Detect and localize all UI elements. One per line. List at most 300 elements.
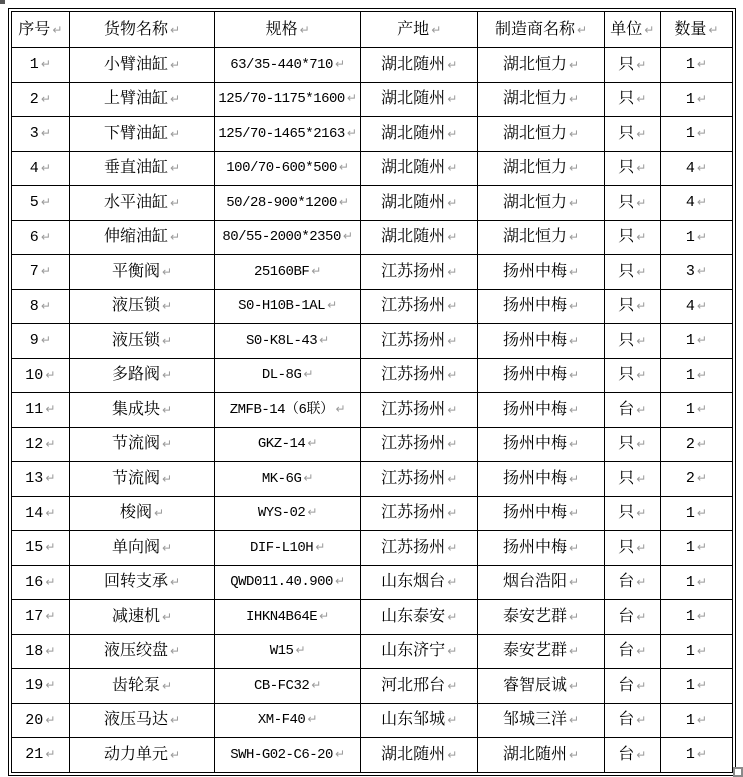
table-cell <box>69 117 215 152</box>
table-cell <box>12 427 70 462</box>
paragraph-mark-icon: ↵ <box>40 333 51 348</box>
paragraph-mark-icon: ↵ <box>569 195 580 210</box>
table-cell <box>660 600 732 635</box>
cell-text: 5 <box>29 194 39 212</box>
paragraph-mark-icon: ↵ <box>569 644 580 659</box>
paragraph-mark-icon: ↵ <box>319 332 330 347</box>
paragraph-mark-icon: ↵ <box>161 471 173 486</box>
column-header <box>604 12 660 48</box>
paragraph-mark-icon: ↵ <box>447 57 458 72</box>
paragraph-mark-icon: ↵ <box>696 609 707 624</box>
cell-text: 湖北恒力 <box>503 55 568 73</box>
paragraph-mark-icon: ↵ <box>569 368 580 383</box>
cell-text: 21 <box>25 746 44 764</box>
cell-text: 125/70-1465*2163 <box>218 125 345 142</box>
cell-text: 垂直油缸 <box>103 159 168 177</box>
paragraph-mark-icon: ↵ <box>636 333 647 348</box>
paragraph-mark-icon: ↵ <box>52 22 63 37</box>
table-cell <box>215 82 361 117</box>
cell-text: 4 <box>29 159 39 177</box>
paragraph-mark-icon: ↵ <box>169 92 181 107</box>
header-row <box>12 12 733 48</box>
paragraph-mark-icon: ↵ <box>696 471 707 486</box>
paragraph-mark-icon: ↵ <box>569 437 580 452</box>
paragraph-mark-icon: ↵ <box>40 195 51 210</box>
cell-text: 只 <box>618 159 635 177</box>
cell-text: 山东济宁 <box>381 642 446 660</box>
paragraph-mark-icon: ↵ <box>169 230 181 245</box>
table-cell <box>69 565 215 600</box>
table-cell <box>360 220 478 255</box>
paragraph-mark-icon: ↵ <box>569 299 580 314</box>
column-header <box>12 12 70 48</box>
cell-text: 江苏扬州 <box>381 366 446 384</box>
cell-text: 集成块 <box>111 400 160 418</box>
table-cell <box>604 703 660 738</box>
cell-text: W15 <box>269 643 294 660</box>
table-cell <box>660 531 732 566</box>
table-cell <box>12 117 70 152</box>
cell-text: MK-6G <box>261 470 302 487</box>
table-cell <box>360 324 478 359</box>
paragraph-mark-icon: ↵ <box>636 644 647 659</box>
paragraph-mark-icon: ↵ <box>342 229 353 244</box>
table-row <box>12 324 733 359</box>
paragraph-mark-icon: ↵ <box>636 540 647 555</box>
table-row <box>12 669 733 704</box>
cell-text: 邹城三洋 <box>503 711 568 729</box>
table-cell <box>360 186 478 221</box>
cell-text: 序号 <box>18 20 51 38</box>
table-cell <box>12 393 70 428</box>
table-cell <box>215 531 361 566</box>
paragraph-mark-icon: ↵ <box>636 92 647 107</box>
table-cell <box>215 358 361 393</box>
table-cell <box>478 738 604 773</box>
table-cell <box>478 393 604 428</box>
cell-text: 台 <box>618 400 635 418</box>
cell-text: 3 <box>685 263 695 281</box>
cell-text: 2 <box>29 90 39 108</box>
cell-text: 2 <box>685 435 695 453</box>
cell-text: 9 <box>29 332 39 350</box>
paragraph-mark-icon: ↵ <box>636 230 647 245</box>
table-cell <box>360 255 478 290</box>
table-cell <box>360 289 478 324</box>
cell-text: 3 <box>29 125 39 143</box>
cell-text: 只 <box>618 193 635 211</box>
table-cell <box>215 186 361 221</box>
table-cell <box>604 565 660 600</box>
table-row <box>12 600 733 635</box>
cell-text: S0-H10B-1AL <box>238 298 326 315</box>
cell-text: 湖北恒力 <box>503 159 568 177</box>
cell-text: 只 <box>618 297 635 315</box>
paragraph-mark-icon: ↵ <box>636 161 647 176</box>
cell-text: S0-K8L-43 <box>246 332 318 349</box>
cell-text: 台 <box>618 745 635 763</box>
paragraph-mark-icon: ↵ <box>636 609 647 624</box>
cell-text: 1 <box>685 125 695 143</box>
cell-text: 节流阀 <box>111 469 160 487</box>
paragraph-mark-icon: ↵ <box>447 92 458 107</box>
cell-text: 6 <box>29 228 39 246</box>
table-cell <box>215 255 361 290</box>
table-cell <box>12 186 70 221</box>
table-cell <box>660 427 732 462</box>
cell-text: 扬州中梅 <box>503 469 568 487</box>
column-header <box>660 12 732 48</box>
paragraph-mark-icon: ↵ <box>447 161 458 176</box>
table-cell <box>12 324 70 359</box>
table-cell <box>604 634 660 669</box>
cell-text: 台 <box>618 607 635 625</box>
paragraph-mark-icon: ↵ <box>696 298 707 313</box>
cell-text: 只 <box>618 366 635 384</box>
paragraph-mark-icon: ↵ <box>169 22 181 37</box>
table-cell <box>360 496 478 531</box>
cell-text: 1 <box>685 746 695 764</box>
paragraph-mark-icon: ↵ <box>569 264 580 279</box>
cell-text: 山东邹城 <box>381 711 446 729</box>
cell-text: 7 <box>29 263 39 281</box>
cell-text: 1 <box>685 90 695 108</box>
paragraph-mark-icon: ↵ <box>636 402 647 417</box>
table-cell <box>69 82 215 117</box>
cell-text: 规格 <box>265 20 298 38</box>
table-cell <box>604 669 660 704</box>
table-cell <box>604 358 660 393</box>
cell-text: 液压绞盘 <box>103 642 168 660</box>
paragraph-mark-icon: ↵ <box>161 437 173 452</box>
cell-text: 1 <box>685 573 695 591</box>
table-row <box>12 117 733 152</box>
table-cell <box>12 48 70 83</box>
paragraph-mark-icon: ↵ <box>161 678 173 693</box>
cell-text: 江苏扬州 <box>381 504 446 522</box>
cell-text: WYS-02 <box>257 505 306 522</box>
cell-text: 19 <box>25 677 44 695</box>
cell-text: 只 <box>618 228 635 246</box>
cell-text: 只 <box>618 55 635 73</box>
table-cell <box>604 496 660 531</box>
table-cell <box>360 600 478 635</box>
paragraph-mark-icon: ↵ <box>696 126 707 141</box>
table-cell <box>478 703 604 738</box>
table-row <box>12 462 733 497</box>
paragraph-mark-icon: ↵ <box>569 57 580 72</box>
table-cell <box>604 186 660 221</box>
table-resize-handle-icon[interactable] <box>733 767 743 777</box>
cell-text: 1 <box>685 228 695 246</box>
paragraph-mark-icon: ↵ <box>447 126 458 141</box>
table-cell <box>604 324 660 359</box>
table-cell <box>660 358 732 393</box>
table-cell <box>478 48 604 83</box>
table-cell <box>215 496 361 531</box>
cell-text: 1 <box>685 539 695 557</box>
table-cell <box>360 531 478 566</box>
cell-text: 泰安艺群 <box>503 642 568 660</box>
paragraph-mark-icon: ↵ <box>696 333 707 348</box>
table-cell <box>360 427 478 462</box>
paragraph-mark-icon: ↵ <box>447 264 458 279</box>
cell-text: 回转支承 <box>103 573 168 591</box>
table-cell <box>360 634 478 669</box>
table-cell <box>478 531 604 566</box>
cell-text: 1 <box>685 677 695 695</box>
table-cell <box>604 255 660 290</box>
table-cell <box>69 669 215 704</box>
table-cell <box>12 82 70 117</box>
table-move-handle-icon[interactable] <box>0 0 5 4</box>
paragraph-mark-icon: ↵ <box>45 712 56 727</box>
table-cell <box>12 462 70 497</box>
cell-text: 减速机 <box>111 607 160 625</box>
cell-text: 63/35-440*710 <box>230 56 333 73</box>
table-cell <box>12 496 70 531</box>
table-cell <box>478 565 604 600</box>
table-cell <box>12 634 70 669</box>
table-row <box>12 186 733 221</box>
paragraph-mark-icon: ↵ <box>161 299 173 314</box>
paragraph-mark-icon: ↵ <box>447 506 458 521</box>
table-cell <box>660 738 732 773</box>
cell-text: 睿智辰诚 <box>503 676 568 694</box>
paragraph-mark-icon: ↵ <box>40 160 51 175</box>
paragraph-mark-icon: ↵ <box>334 746 346 761</box>
paragraph-mark-icon: ↵ <box>311 263 322 278</box>
paragraph-mark-icon: ↵ <box>577 22 588 37</box>
table-cell <box>12 600 70 635</box>
table-cell <box>478 427 604 462</box>
table-cell <box>478 496 604 531</box>
table-cell <box>478 634 604 669</box>
table-row <box>12 220 733 255</box>
paragraph-mark-icon: ↵ <box>636 747 647 762</box>
table-cell <box>660 393 732 428</box>
cell-text: 河北邢台 <box>381 676 446 694</box>
cell-text: 只 <box>618 435 635 453</box>
paragraph-mark-icon: ↵ <box>45 402 56 417</box>
table-cell <box>604 738 660 773</box>
paragraph-mark-icon: ↵ <box>169 644 181 659</box>
table-row <box>12 496 733 531</box>
paragraph-mark-icon: ↵ <box>153 506 165 521</box>
table-cell <box>69 186 215 221</box>
cell-text: 80/55-2000*2350 <box>222 229 341 246</box>
table-cell <box>478 324 604 359</box>
paragraph-mark-icon: ↵ <box>696 57 707 72</box>
table-cell <box>69 531 215 566</box>
cell-text: 1 <box>685 332 695 350</box>
cell-text: 山东烟台 <box>381 573 446 591</box>
paragraph-mark-icon: ↵ <box>346 91 357 106</box>
cell-text: 多路阀 <box>111 366 160 384</box>
table-cell <box>604 393 660 428</box>
paragraph-mark-icon: ↵ <box>696 91 707 106</box>
cell-text: 1 <box>685 711 695 729</box>
table-cell <box>69 220 215 255</box>
paragraph-mark-icon: ↵ <box>40 126 51 141</box>
cell-text: 齿轮泵 <box>111 676 160 694</box>
cell-text: 江苏扬州 <box>381 469 446 487</box>
paragraph-mark-icon: ↵ <box>636 368 647 383</box>
paragraph-mark-icon: ↵ <box>334 56 346 71</box>
cell-text: 水平油缸 <box>103 193 168 211</box>
table-row <box>12 255 733 290</box>
paragraph-mark-icon: ↵ <box>319 608 330 623</box>
table-cell <box>478 255 604 290</box>
table-cell <box>660 48 732 83</box>
table-cell <box>360 565 478 600</box>
paragraph-mark-icon: ↵ <box>45 436 56 451</box>
table-cell <box>12 255 70 290</box>
table-cell <box>12 565 70 600</box>
cell-text: 17 <box>25 608 44 626</box>
paragraph-mark-icon: ↵ <box>696 747 707 762</box>
table-cell <box>360 117 478 152</box>
cell-text: 湖北随州 <box>381 55 446 73</box>
cell-text: 1 <box>685 504 695 522</box>
cell-text: 湖北随州 <box>381 124 446 142</box>
paragraph-mark-icon: ↵ <box>696 367 707 382</box>
cell-text: 烟台浩阳 <box>503 573 568 591</box>
cell-text: 江苏扬州 <box>381 435 446 453</box>
paragraph-mark-icon: ↵ <box>40 91 51 106</box>
paragraph-mark-icon: ↵ <box>696 160 707 175</box>
paragraph-mark-icon: ↵ <box>45 678 56 693</box>
paragraph-mark-icon: ↵ <box>696 643 707 658</box>
cell-text: 1 <box>685 608 695 626</box>
paragraph-mark-icon: ↵ <box>307 436 318 451</box>
table-cell <box>69 324 215 359</box>
table-cell <box>660 565 732 600</box>
paragraph-mark-icon: ↵ <box>447 575 458 590</box>
table-cell <box>360 669 478 704</box>
cell-text: 单位 <box>610 20 643 38</box>
table-cell <box>69 496 215 531</box>
paragraph-mark-icon: ↵ <box>636 506 647 521</box>
cell-text: 只 <box>618 504 635 522</box>
table-cell <box>215 393 361 428</box>
paragraph-mark-icon: ↵ <box>161 368 173 383</box>
cell-text: 湖北随州 <box>381 159 446 177</box>
cell-text: CB-FC32 <box>253 677 310 694</box>
table-cell <box>478 82 604 117</box>
table-cell <box>69 358 215 393</box>
paragraph-mark-icon: ↵ <box>569 747 580 762</box>
table-cell <box>660 220 732 255</box>
table-cell <box>604 600 660 635</box>
cell-text: GKZ-14 <box>257 436 306 453</box>
cell-text: 伸缩油缸 <box>103 228 168 246</box>
cell-text: 下臂油缸 <box>103 124 168 142</box>
paragraph-mark-icon: ↵ <box>696 505 707 520</box>
column-header <box>478 12 604 48</box>
table-body <box>12 48 733 773</box>
cell-text: 动力单元 <box>103 745 168 763</box>
cell-text: 江苏扬州 <box>381 538 446 556</box>
table-cell <box>660 462 732 497</box>
cell-text: 扬州中梅 <box>503 538 568 556</box>
table-cell <box>360 462 478 497</box>
table-row <box>12 48 733 83</box>
cell-text: 25160BF <box>253 263 310 280</box>
paragraph-mark-icon: ↵ <box>569 575 580 590</box>
paragraph-mark-icon: ↵ <box>447 230 458 245</box>
paragraph-mark-icon: ↵ <box>447 678 458 693</box>
table-cell <box>660 669 732 704</box>
cell-text: 只 <box>618 538 635 556</box>
paragraph-mark-icon: ↵ <box>169 575 181 590</box>
table-cell <box>360 151 478 186</box>
cell-text: 小臂油缸 <box>103 55 168 73</box>
paragraph-mark-icon: ↵ <box>307 712 318 727</box>
cell-text: 制造商名称 <box>495 20 576 38</box>
table-cell <box>604 82 660 117</box>
cell-text: 只 <box>618 90 635 108</box>
cell-text: 125/70-1175*1600 <box>218 91 345 108</box>
paragraph-mark-icon: ↵ <box>169 161 181 176</box>
table-cell <box>660 186 732 221</box>
cell-text: 14 <box>25 504 44 522</box>
paragraph-mark-icon: ↵ <box>334 574 346 589</box>
cell-text: 液压锁 <box>111 297 160 315</box>
table-cell <box>69 462 215 497</box>
paragraph-mark-icon: ↵ <box>335 401 346 416</box>
cell-text: 台 <box>618 676 635 694</box>
cell-text: 1 <box>685 366 695 384</box>
cell-text: 台 <box>618 711 635 729</box>
cell-text: 1 <box>685 642 695 660</box>
cell-text: 湖北随州 <box>381 745 446 763</box>
paragraph-mark-icon: ↵ <box>169 57 181 72</box>
paragraph-mark-icon: ↵ <box>45 747 56 762</box>
paragraph-mark-icon: ↵ <box>303 470 314 485</box>
paragraph-mark-icon: ↵ <box>45 471 56 486</box>
table-row <box>12 531 733 566</box>
paragraph-mark-icon: ↵ <box>447 333 458 348</box>
table-cell <box>660 255 732 290</box>
table-cell <box>69 48 215 83</box>
table-cell <box>478 600 604 635</box>
table-cell <box>215 634 361 669</box>
paragraph-mark-icon: ↵ <box>295 643 306 658</box>
paragraph-mark-icon: ↵ <box>447 540 458 555</box>
paragraph-mark-icon: ↵ <box>447 368 458 383</box>
paragraph-mark-icon: ↵ <box>569 713 580 728</box>
column-header <box>360 12 478 48</box>
cell-text: 1 <box>685 56 695 74</box>
cell-text: 节流阀 <box>111 435 160 453</box>
paragraph-mark-icon: ↵ <box>636 678 647 693</box>
cell-text: 梭阀 <box>119 504 152 522</box>
paragraph-mark-icon: ↵ <box>169 747 181 762</box>
cell-text: XM-F40 <box>257 712 306 729</box>
cell-text: 液压马达 <box>103 711 168 729</box>
table-cell <box>604 151 660 186</box>
paragraph-mark-icon: ↵ <box>338 194 349 209</box>
table-cell <box>604 117 660 152</box>
table-cell <box>604 427 660 462</box>
table-cell <box>215 600 361 635</box>
table-cell <box>604 531 660 566</box>
cell-text: 液压锁 <box>111 331 160 349</box>
table-cell <box>12 358 70 393</box>
paragraph-mark-icon: ↵ <box>338 160 349 175</box>
paragraph-mark-icon: ↵ <box>708 22 719 37</box>
